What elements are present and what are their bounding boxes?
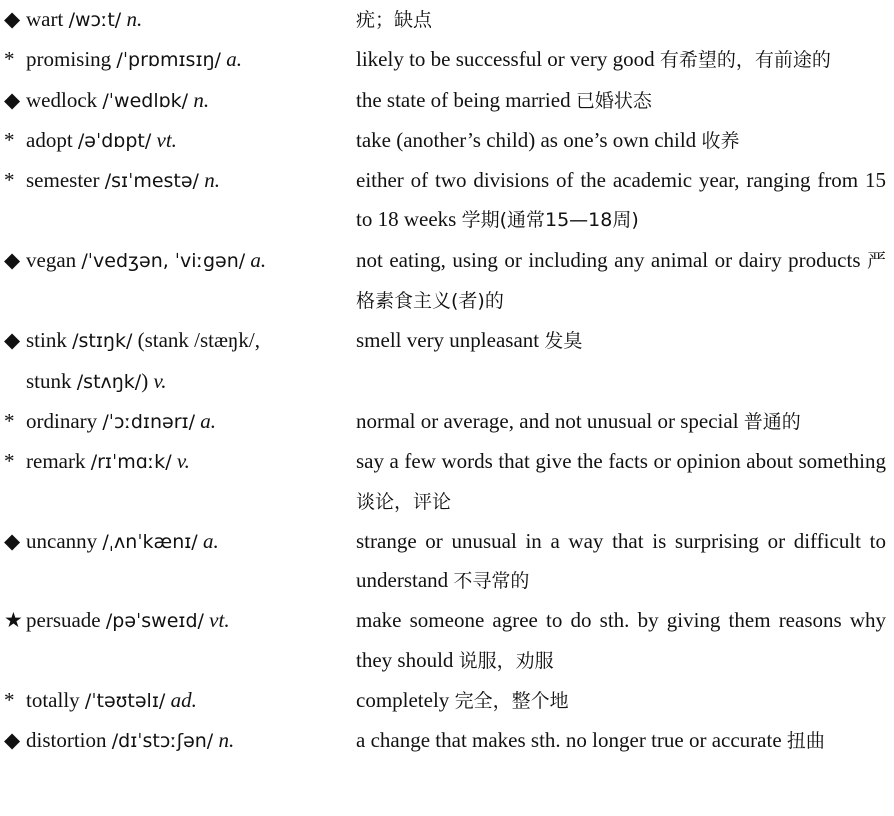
definition xyxy=(356,721,886,761)
headword-line xyxy=(4,81,350,121)
pronunciation: /ˈɔːdɪnərɪ/ xyxy=(102,410,195,433)
headword-block xyxy=(0,522,350,562)
headword-block xyxy=(0,161,350,201)
headword-line xyxy=(4,442,350,482)
headword: vegan xyxy=(26,247,77,272)
vocabulary-entry xyxy=(0,0,894,40)
definition-chinese: 疣；缺点 xyxy=(356,9,433,31)
entry-marker: * xyxy=(4,47,15,72)
headword: ordinary xyxy=(26,408,98,433)
headword-block xyxy=(0,601,350,641)
definition xyxy=(356,522,886,602)
pronunciation: /pəˈsweɪd/ xyxy=(105,610,204,633)
vocabulary-entry xyxy=(0,402,894,442)
headword: totally xyxy=(26,688,80,713)
part-of-speech: a. xyxy=(202,528,219,553)
headword: remark xyxy=(26,449,86,474)
pronunciation: /ˈwedlɒk/ xyxy=(102,89,189,112)
part-of-speech: a. xyxy=(226,47,242,72)
headword-block xyxy=(0,81,350,121)
headword: uncanny xyxy=(26,528,98,553)
definition xyxy=(356,81,886,121)
headword-line xyxy=(4,721,350,761)
definition-chinese: 不寻常的 xyxy=(453,570,530,593)
entry-marker: * xyxy=(4,168,15,193)
part-of-speech: n. xyxy=(126,7,143,31)
headword-block xyxy=(0,681,350,721)
definition-chinese: 学期(通常15—18周) xyxy=(461,209,639,232)
headword: wart xyxy=(26,7,64,31)
definition-chinese: 谈论，评论 xyxy=(356,490,452,513)
headword-line xyxy=(4,0,350,40)
headword: promising xyxy=(26,47,112,72)
definition-english: make someone agree to do sth. by giving them reasons why they should xyxy=(356,608,886,672)
part-of-speech: n. xyxy=(204,168,220,193)
pronunciation: /wɔːt/ xyxy=(68,9,122,31)
entry-marker: ◆ xyxy=(4,87,21,112)
definition-english: the state of being married xyxy=(356,87,571,112)
definition xyxy=(356,442,886,522)
definition-chinese: 有希望的，有前途的 xyxy=(659,49,831,72)
entry-marker: * xyxy=(4,449,15,474)
entry-marker: ◆ xyxy=(4,7,21,31)
part-of-speech: n. xyxy=(193,87,210,112)
entry-marker: ◆ xyxy=(4,528,21,553)
definition-chinese: 发臭 xyxy=(544,330,583,353)
definition-english: likely to be successful or very good xyxy=(356,47,655,72)
headword-line xyxy=(4,321,350,361)
definition-english: strange or unusual in a way that is surprising or difficult to understand xyxy=(356,528,886,593)
definition xyxy=(356,681,886,721)
headword-block xyxy=(0,0,350,40)
headword-block xyxy=(0,402,350,442)
inflection-note: ) xyxy=(141,368,149,393)
part-of-speech: vt. xyxy=(156,127,177,152)
vocabulary-entry xyxy=(0,81,894,121)
entry-marker: ◆ xyxy=(4,728,21,753)
vocabulary-entry xyxy=(0,241,894,322)
headword-block xyxy=(0,442,350,482)
vocabulary-entry xyxy=(0,121,894,161)
headword-block xyxy=(0,121,350,161)
pronunciation: /ˈvedʒən, ˈviːgən/ xyxy=(81,249,246,272)
entry-marker: * xyxy=(4,408,15,433)
pronunciation: /stʌŋk/ xyxy=(76,370,142,393)
part-of-speech: vt. xyxy=(209,608,230,633)
vocabulary-entry xyxy=(0,321,894,402)
headword-block xyxy=(0,241,350,281)
headword-line xyxy=(4,522,350,562)
vocabulary-entry xyxy=(0,161,894,241)
headword-line xyxy=(4,362,350,402)
inflection-note: (stank /stæŋk/, xyxy=(137,328,260,353)
definition xyxy=(356,402,886,442)
pronunciation: /sɪˈmestə/ xyxy=(104,170,199,193)
entry-marker: ◆ xyxy=(4,328,21,353)
definition-english: completely xyxy=(356,688,450,713)
vocabulary-entry xyxy=(0,681,894,721)
pronunciation: /əˈdɒpt/ xyxy=(77,129,152,152)
definition-chinese: 收养 xyxy=(701,129,740,152)
definition xyxy=(356,601,886,681)
headword: persuade xyxy=(26,608,101,633)
definition-english: normal or average, and not unusual or special xyxy=(356,408,739,433)
definition xyxy=(356,40,886,80)
vocabulary-entry xyxy=(0,601,894,681)
part-of-speech: a. xyxy=(250,247,267,272)
definition-english: either of two divisions of the academic year, ranging from 15 to 18 weeks xyxy=(356,168,886,232)
vocabulary-entry xyxy=(0,442,894,522)
headword-line xyxy=(4,40,350,80)
definition xyxy=(356,0,886,40)
headword-block xyxy=(0,721,350,761)
pronunciation: /ˌʌnˈkænɪ/ xyxy=(102,530,198,553)
entry-marker: ★ xyxy=(4,608,23,633)
pronunciation: /ˈprɒmɪsɪŋ/ xyxy=(116,49,221,72)
headword-line xyxy=(4,161,350,201)
vocabulary-entry xyxy=(0,522,894,602)
definition-english: take (another’s child) as one’s own child xyxy=(356,127,697,152)
definition-chinese: 严格素食主义(者)的 xyxy=(356,249,886,313)
part-of-speech: n. xyxy=(218,728,235,753)
definition-chinese: 已婚状态 xyxy=(575,89,652,112)
part-of-speech: a. xyxy=(200,408,216,433)
entry-marker: ◆ xyxy=(4,247,21,272)
definition-chinese: 完全，整个地 xyxy=(454,690,569,713)
headword: semester xyxy=(26,168,100,193)
pronunciation: /rɪˈmɑːk/ xyxy=(90,451,172,474)
definition xyxy=(356,161,886,241)
headword-line xyxy=(4,241,350,281)
pronunciation: /ˈtəʊtəlɪ/ xyxy=(84,690,166,713)
definition-english: not eating, using or including any animal or dairy products xyxy=(356,247,861,272)
definition-chinese: 说服，劝服 xyxy=(458,649,554,672)
pronunciation: /dɪˈstɔːʃən/ xyxy=(111,730,214,753)
headword: distortion xyxy=(26,728,107,753)
part-of-speech: ad. xyxy=(170,688,197,713)
headword: stunk xyxy=(26,368,72,393)
pronunciation: /stɪŋk/ xyxy=(72,330,133,353)
part-of-speech: v. xyxy=(176,449,190,474)
definition-english: a change that makes sth. no longer true or accurate xyxy=(356,728,782,753)
headword-line xyxy=(4,601,350,641)
definition-chinese: 普通的 xyxy=(743,410,801,433)
headword: stink xyxy=(26,328,67,353)
definition xyxy=(356,241,886,322)
entry-marker: * xyxy=(4,688,15,713)
definition xyxy=(356,321,886,361)
headword-block xyxy=(0,321,350,402)
headword: adopt xyxy=(26,127,73,152)
definition xyxy=(356,121,886,161)
part-of-speech: v. xyxy=(153,368,167,393)
definition-english: smell very unpleasant xyxy=(356,328,540,353)
headword-line xyxy=(4,681,350,721)
headword-line xyxy=(4,121,350,161)
definition-chinese: 扭曲 xyxy=(786,730,825,753)
definition-english: say a few words that give the facts or opinion about something xyxy=(356,449,886,474)
entry-marker: * xyxy=(4,127,15,152)
vocabulary-entry xyxy=(0,721,894,761)
headword-line xyxy=(4,402,350,442)
headword-block xyxy=(0,40,350,80)
vocabulary-entry xyxy=(0,40,894,80)
headword: wedlock xyxy=(26,87,98,112)
